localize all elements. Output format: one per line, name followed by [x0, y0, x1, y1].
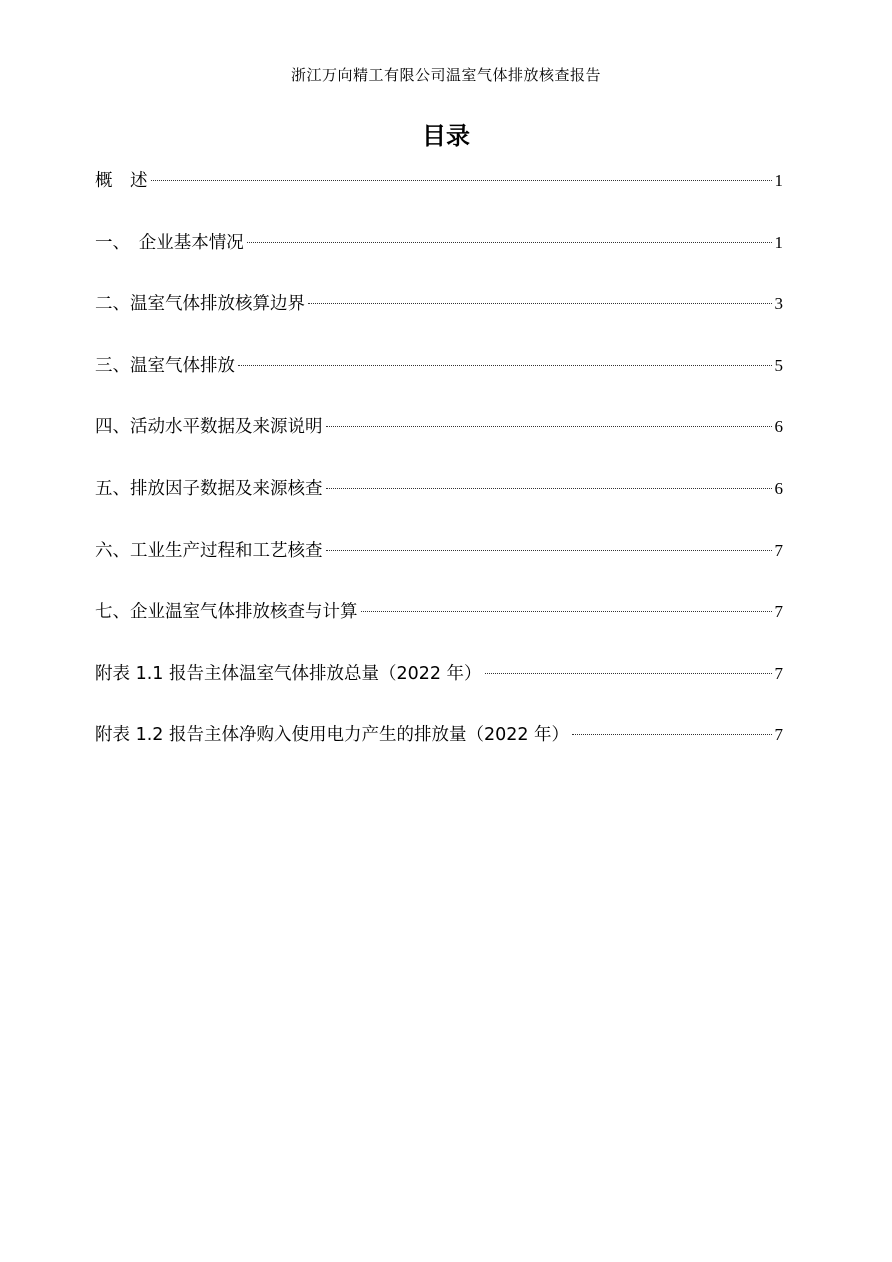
toc-entry-appendix-1-1[interactable]	[95, 659, 783, 689]
dot-leader	[151, 180, 772, 181]
dot-leader	[247, 242, 772, 243]
toc-entry-appendix-1-2[interactable]	[95, 720, 783, 750]
toc-entry-label: 六、工业生产过程和工艺核查	[95, 540, 323, 561]
dot-leader	[361, 611, 772, 612]
toc-entry-boundary[interactable]	[95, 289, 783, 319]
toc-page-number: 1	[774, 232, 783, 252]
table-of-contents	[95, 166, 783, 782]
toc-entry-label: 三、温室气体排放	[95, 355, 235, 376]
toc-entry-verification[interactable]	[95, 597, 783, 627]
toc-entry-company-info[interactable]	[95, 228, 783, 258]
toc-entry-label: 二、温室气体排放核算边界	[95, 294, 305, 315]
toc-entry-emission-factors[interactable]	[95, 474, 783, 504]
toc-entry-label: 五、排放因子数据及来源核查	[95, 478, 323, 499]
toc-entry-overview[interactable]	[95, 166, 783, 196]
toc-page-number: 1	[774, 171, 783, 190]
toc-page-number: 7	[774, 725, 783, 745]
dot-leader	[238, 365, 772, 366]
toc-page-number: 7	[774, 663, 783, 683]
dot-leader	[308, 303, 772, 304]
running-header: 浙江万向精工有限公司温室气体排放核查报告	[290, 66, 601, 84]
toc-entry-label: 概 述	[95, 171, 148, 191]
toc-entry-industrial-process[interactable]	[95, 536, 783, 566]
toc-page-number: 3	[774, 294, 783, 314]
toc-entry-label: 附表 1.1 报告主体温室气体排放总量（2022 年）	[95, 663, 482, 684]
dot-leader	[326, 426, 772, 427]
dot-leader	[572, 734, 771, 735]
toc-entry-activity-data[interactable]	[95, 412, 783, 442]
toc-entry-label: 一、 企业基本情况	[95, 232, 244, 253]
dot-leader	[485, 673, 772, 674]
toc-page-number: 6	[774, 478, 783, 498]
toc-page-number: 7	[774, 602, 783, 622]
toc-entry-label: 四、活动水平数据及来源说明	[95, 417, 323, 438]
toc-entry-emissions[interactable]	[95, 351, 783, 381]
toc-page-number: 5	[774, 355, 783, 375]
toc-entry-label: 附表 1.2 报告主体净购入使用电力产生的排放量（2022 年）	[95, 725, 570, 746]
dot-leader	[326, 550, 772, 551]
toc-page-number: 7	[774, 540, 783, 560]
toc-entry-label: 七、企业温室气体排放核查与计算	[95, 602, 358, 623]
dot-leader	[326, 488, 772, 489]
toc-title: 目录	[422, 122, 470, 150]
toc-page-number: 6	[774, 417, 783, 437]
